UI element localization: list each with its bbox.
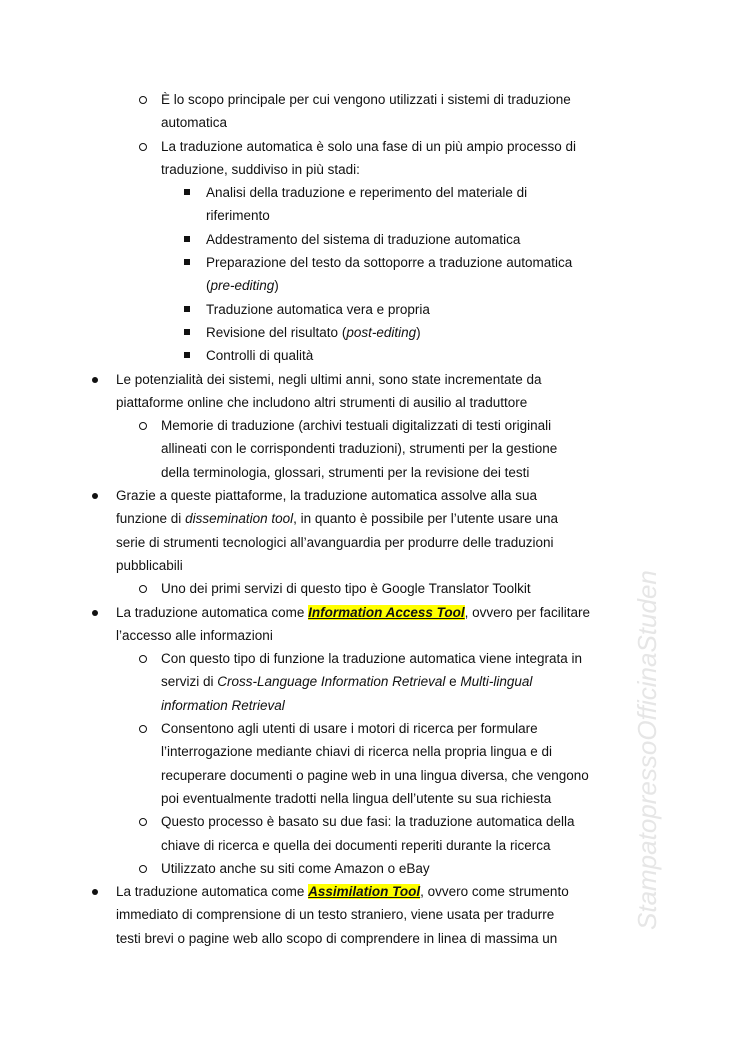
text-line — [0, 857, 744, 880]
list-item — [0, 857, 744, 880]
highlighted-term: Information Access Tool — [308, 604, 465, 620]
bullet-circle-icon — [139, 96, 147, 104]
text-segment: immediato di comprensione di un testo straniero, viene usata per tradurre — [116, 907, 555, 923]
bullet-circle-icon — [139, 865, 147, 873]
text-line — [0, 927, 744, 950]
bullet-circle-icon — [139, 725, 147, 733]
text-line — [0, 204, 744, 227]
text-line — [0, 554, 744, 577]
text-line — [0, 251, 744, 274]
text-line — [0, 670, 744, 693]
text-segment: traduzione, suddiviso in più stadi: — [161, 161, 360, 177]
list-item — [0, 251, 744, 298]
text-line — [0, 88, 744, 111]
text-segment: della terminologia, glossari, strumenti per la revisione dei testi — [161, 464, 530, 480]
text-segment: La traduzione automatica come — [116, 884, 309, 900]
italic-text: dissemination tool — [185, 511, 294, 527]
text-line — [0, 414, 744, 437]
list-item — [0, 484, 744, 577]
list-item — [0, 135, 744, 182]
text-line — [0, 321, 744, 344]
bullet-circle-icon — [139, 422, 147, 430]
text-segment: ( — [206, 278, 211, 294]
text-line — [0, 880, 744, 903]
italic-text: post-editing — [346, 324, 417, 340]
document-body — [0, 88, 744, 950]
text-segment: l’accesso alle informazioni — [116, 627, 273, 643]
text-segment: serie di strumenti tecnologici all’avanguardia per produrre delle traduzioni — [116, 534, 554, 550]
text-line — [0, 531, 744, 554]
text-line — [0, 437, 744, 460]
text-segment: servizi di — [161, 674, 218, 690]
text-segment: pubblicabili — [116, 557, 183, 573]
list-item — [0, 344, 744, 367]
list-item — [0, 321, 744, 344]
italic-text: pre-editing — [210, 278, 275, 294]
text-segment: Questo processo è basato su due fasi: la traduzione automatica della — [161, 814, 575, 830]
text-line — [0, 717, 744, 740]
text-segment: , ovvero per facilitare — [464, 604, 590, 620]
text-segment: Grazie a queste piattaforme, la traduzione automatica assolve alla sua — [116, 488, 537, 504]
text-line — [0, 834, 744, 857]
list-item — [0, 577, 744, 600]
text-line — [0, 577, 744, 600]
text-line — [0, 647, 744, 670]
bullet-square-icon — [184, 352, 190, 358]
text-segment: Utilizzato anche su siti come Amazon o eBay — [161, 860, 430, 876]
text-line — [0, 787, 744, 810]
bullet-circle-icon — [139, 818, 147, 826]
highlighted-term: Assimilation Tool — [308, 884, 421, 900]
text-line — [0, 228, 744, 251]
text-segment: , in quanto è possibile per l’utente usare una — [293, 511, 559, 527]
text-segment: allineati con le corrispondenti traduzioni), strumenti per la gestione — [161, 441, 558, 457]
text-segment: l’interrogazione mediante chiavi di ricerca nella propria lingua e di — [161, 744, 552, 760]
text-line — [0, 461, 744, 484]
text-segment: Preparazione del testo da sottoporre a traduzione automatica — [206, 255, 573, 271]
text-line — [0, 111, 744, 134]
text-segment: ) — [274, 278, 279, 294]
text-segment: ) — [416, 324, 421, 340]
list-item — [0, 647, 744, 717]
text-line — [0, 298, 744, 321]
text-line — [0, 624, 744, 647]
list-item — [0, 298, 744, 321]
list-item — [0, 880, 744, 950]
text-line — [0, 694, 744, 717]
text-segment: È lo scopo principale per cui vengono utilizzati i sistemi di traduzione — [161, 92, 571, 107]
text-segment: , ovvero come strumento — [420, 884, 569, 900]
bullet-square-icon — [184, 259, 190, 265]
text-line — [0, 391, 744, 414]
list-item — [0, 181, 744, 228]
text-segment: chiave di ricerca e quella dei documenti reperiti durante la ricerca — [161, 837, 551, 853]
text-segment: Le potenzialità dei sistemi, negli ultimi anni, sono state incrementate da — [116, 371, 542, 387]
bullet-square-icon — [184, 236, 190, 242]
bullet-disc-icon — [92, 889, 98, 895]
text-segment: riferimento — [206, 208, 270, 224]
text-line — [0, 507, 744, 530]
text-line — [0, 274, 744, 297]
text-segment: Consentono agli utenti di usare i motori di ricerca per formulare — [161, 721, 538, 737]
text-line — [0, 903, 744, 926]
list-item — [0, 810, 744, 857]
text-line — [0, 135, 744, 158]
text-segment: e — [445, 674, 461, 690]
text-line — [0, 810, 744, 833]
text-segment: Addestramento del sistema di traduzione automatica — [206, 231, 521, 247]
text-segment: Uno dei primi servizi di questo tipo è Google Translator Toolkit — [161, 581, 531, 597]
text-line — [0, 740, 744, 763]
text-segment: recuperare documenti o pagine web in una lingua diversa, che vengono — [161, 767, 589, 783]
text-segment: La traduzione automatica è solo una fase di un più ampio processo di — [161, 138, 577, 154]
text-line — [0, 344, 744, 367]
text-line — [0, 158, 744, 181]
list-item — [0, 228, 744, 251]
list-item — [0, 717, 744, 810]
bullet-circle-icon — [139, 143, 147, 151]
text-segment: Analisi della traduzione e reperimento del materiale di — [206, 185, 528, 201]
list-item — [0, 414, 744, 484]
list-item — [0, 88, 744, 135]
text-line — [0, 484, 744, 507]
text-segment: Revisione del risultato ( — [206, 324, 347, 340]
text-segment: automatica — [161, 115, 228, 131]
text-line — [0, 368, 744, 391]
text-line — [0, 601, 744, 624]
text-line — [0, 181, 744, 204]
text-segment: poi eventualmente tradotti nella lingua dell’utente su sua richiesta — [161, 790, 552, 806]
text-segment: Traduzione automatica vera e propria — [206, 301, 430, 317]
text-segment: Controlli di qualità — [206, 348, 314, 364]
watermark: StampatopressoOfficinaStuden — [632, 570, 662, 930]
text-segment: Memorie di traduzione (archivi testuali digitalizzati di testi originali — [161, 418, 552, 434]
text-segment: funzione di — [116, 511, 186, 527]
bullet-square-icon — [184, 306, 190, 312]
text-segment: La traduzione automatica come — [116, 604, 309, 620]
bullet-square-icon — [184, 329, 190, 335]
bullet-disc-icon — [92, 610, 98, 616]
bullet-circle-icon — [139, 655, 147, 663]
list-item — [0, 601, 744, 648]
text-line — [0, 764, 744, 787]
italic-text: Multi-lingual — [460, 674, 533, 690]
bullet-square-icon — [184, 189, 190, 195]
text-segment: piattaforme online che includono altri strumenti di ausilio al traduttore — [116, 394, 528, 410]
bullet-disc-icon — [92, 377, 98, 383]
text-segment: Con questo tipo di funzione la traduzione automatica viene integrata in — [161, 651, 583, 667]
bullet-circle-icon — [139, 585, 147, 593]
bullet-disc-icon — [92, 493, 98, 499]
italic-text: Cross-Language Information Retrieval — [217, 674, 446, 690]
italic-text: information Retrieval — [161, 697, 285, 713]
text-segment: testi brevi o pagine web allo scopo di comprendere in linea di massima un — [116, 930, 558, 946]
list-item — [0, 368, 744, 415]
